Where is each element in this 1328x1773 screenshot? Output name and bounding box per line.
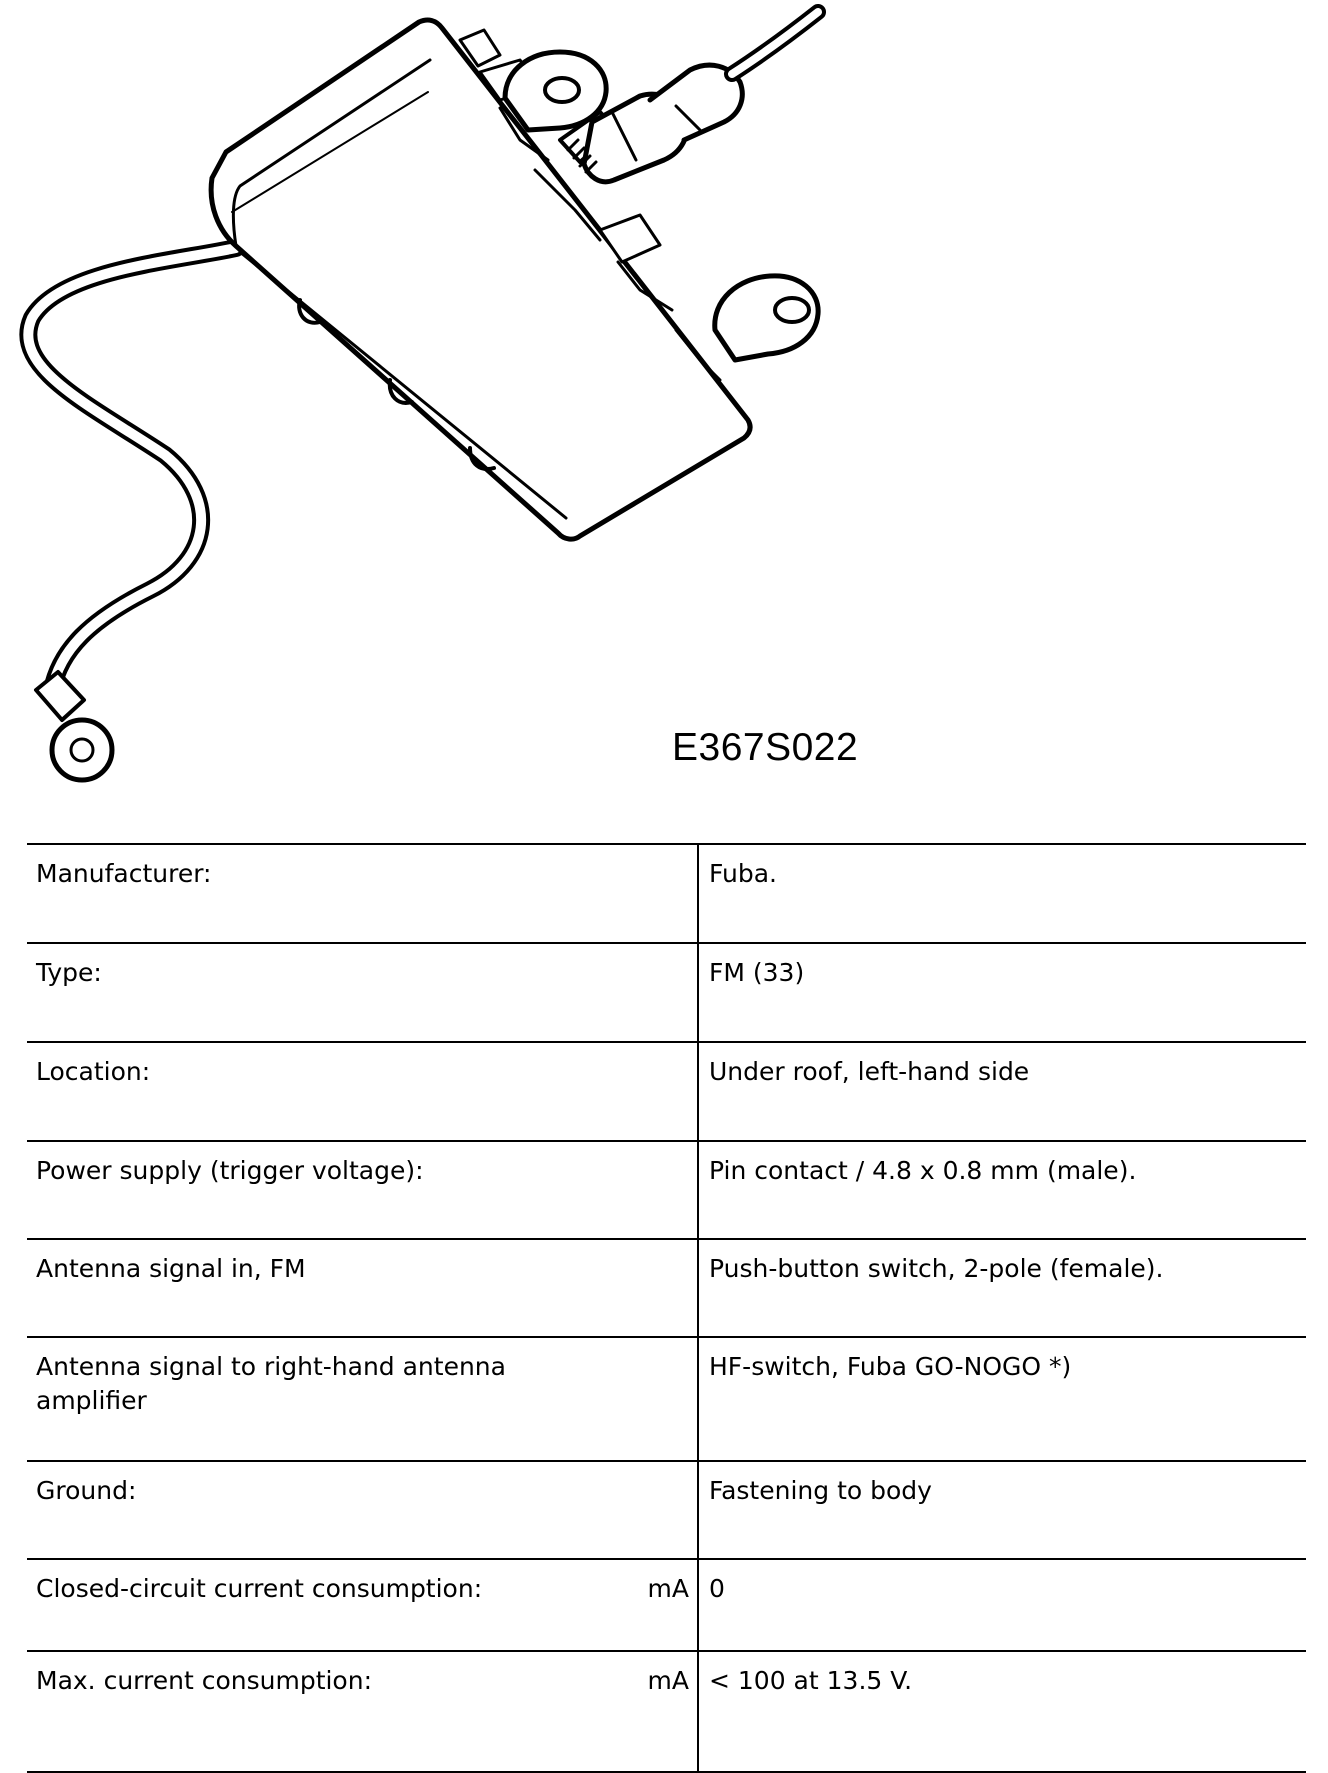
row-label: Closed-circuit current consumption: bbox=[36, 1574, 483, 1603]
row-value: Push-button switch, 2-pole (female). bbox=[709, 1254, 1164, 1283]
row-label: Location: bbox=[36, 1057, 151, 1086]
figure bbox=[0, 0, 1328, 820]
row-label: Ground: bbox=[36, 1476, 137, 1505]
table-row bbox=[27, 1559, 1306, 1651]
row-value: Fastening to body bbox=[709, 1476, 932, 1505]
table-row bbox=[27, 1337, 1306, 1461]
row-unit: mA bbox=[647, 1666, 689, 1695]
spec-table bbox=[27, 843, 1306, 1773]
row-value: Under roof, left-hand side bbox=[709, 1057, 1030, 1086]
table-row bbox=[27, 1141, 1306, 1239]
row-value: Fuba. bbox=[709, 859, 777, 888]
row-value: Pin contact / 4.8 x 0.8 mm (male). bbox=[709, 1156, 1137, 1185]
row-unit: mA bbox=[647, 1574, 689, 1603]
table-row bbox=[27, 1239, 1306, 1337]
row-value: FM (33) bbox=[709, 958, 805, 987]
row-label: Max. current consumption: bbox=[36, 1666, 372, 1695]
row-label: Power supply (trigger voltage): bbox=[36, 1156, 424, 1185]
antenna-amplifier-icon bbox=[0, 0, 1328, 820]
table-row bbox=[27, 1042, 1306, 1141]
table-row bbox=[27, 943, 1306, 1042]
table-row bbox=[27, 1651, 1306, 1772]
row-label: Manufacturer: bbox=[36, 859, 212, 888]
row-value: HF-switch, Fuba GO-NOGO *) bbox=[709, 1352, 1072, 1381]
row-label: Antenna signal to right-hand antenna amplifier bbox=[36, 1352, 506, 1415]
figure-code: E367S022 bbox=[672, 726, 859, 769]
row-value: 0 bbox=[709, 1574, 725, 1603]
table-row bbox=[27, 1461, 1306, 1559]
row-value: < 100 at 13.5 V. bbox=[709, 1666, 913, 1695]
row-label: Type: bbox=[36, 958, 102, 987]
row-label: Antenna signal in, FM bbox=[36, 1254, 306, 1283]
table-row bbox=[27, 844, 1306, 943]
